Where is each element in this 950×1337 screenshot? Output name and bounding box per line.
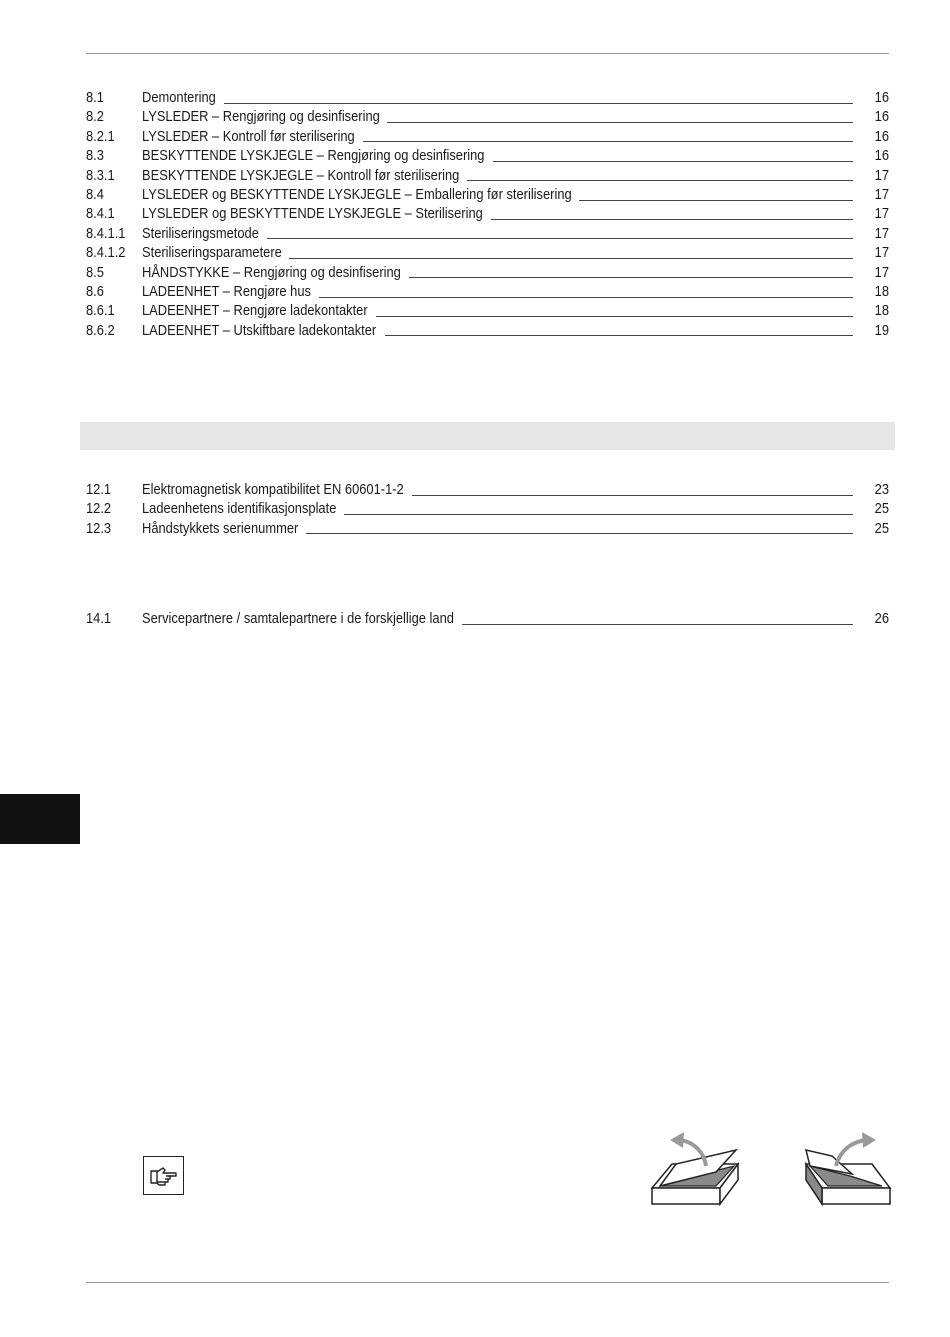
toc-entry-number: 12.2 — [86, 500, 112, 518]
toc-entry-number: 8.3.1 — [86, 166, 115, 184]
toc-entry[interactable] — [86, 263, 889, 282]
toc-entry-leader — [142, 519, 853, 538]
toc-entry-leader — [142, 321, 853, 340]
toc-entry-leader — [142, 282, 853, 301]
toc-entry-title: Elektromagnetisk kompatibilitet EN 60601-1-2 — [142, 481, 404, 498]
leader-line — [267, 238, 853, 239]
toc-entry-page: 25 — [874, 519, 889, 537]
toc-entry-number: 8.1 — [86, 89, 104, 106]
toc-entry[interactable] — [86, 127, 889, 146]
toc-entry-title: LYSLEDER og BESKYTTENDE LYSKJEGLE – Emballering før sterilisering — [142, 185, 572, 203]
toc-entry[interactable] — [86, 499, 889, 518]
toc-entry-page: 17 — [874, 205, 889, 223]
toc-entry[interactable] — [86, 166, 889, 185]
toc-entry[interactable] — [86, 301, 889, 320]
toc-entry-leader — [142, 166, 853, 185]
toc-entry-title: BESKYTTENDE LYSKJEGLE – Rengjøring og desinfisering — [142, 147, 485, 165]
toc-entry-number: 8.4.1 — [86, 205, 115, 223]
toc-entry[interactable] — [86, 480, 889, 499]
footer-rule — [86, 1282, 889, 1283]
toc-entry-title: Steriliseringsparametere — [142, 244, 282, 262]
toc-entry-number: 8.6.1 — [86, 302, 115, 320]
toc-entry-page: 18 — [874, 282, 889, 300]
toc-entry-title: HÅNDSTYKKE – Rengjøring og desinfisering — [142, 263, 401, 281]
toc-entry-leader — [142, 480, 853, 499]
toc-entry[interactable] — [86, 146, 889, 165]
toc-section-8 — [86, 88, 889, 340]
toc-entry-title: Ladeenhetens identifikasjonsplate — [142, 500, 337, 518]
toc-entry-number: 14.1 — [86, 610, 112, 627]
leader-line — [385, 335, 853, 336]
leader-line — [344, 514, 853, 515]
toc-entry-page: 17 — [874, 166, 889, 184]
toc-entry-number: 8.2.1 — [86, 127, 115, 145]
leader-line — [387, 122, 853, 123]
toc-entry-number: 12.3 — [86, 519, 112, 537]
package-open-left-icon — [650, 1130, 740, 1210]
toc-entry-title: LYSLEDER – Kontroll før sterilisering — [142, 127, 355, 145]
header-rule — [86, 53, 889, 54]
toc-entry[interactable] — [86, 185, 889, 204]
toc-entry-number: 8.5 — [86, 263, 104, 281]
toc-entry[interactable] — [86, 88, 889, 107]
toc-entry-title: LADEENHET – Rengjøre ladekontakter — [142, 302, 368, 320]
leader-line — [376, 316, 853, 317]
toc-entry-page: 17 — [874, 224, 889, 242]
toc-entry-leader — [142, 127, 853, 146]
toc-entry[interactable] — [86, 519, 889, 538]
toc-entry-page: 16 — [874, 147, 889, 165]
toc-entry-number: 8.2 — [86, 108, 104, 126]
chapter-band — [80, 422, 895, 450]
pointing-hand-icon — [143, 1156, 184, 1195]
toc-entry-number: 8.3 — [86, 147, 104, 165]
toc-entry-title: LADEENHET – Utskiftbare ladekontakter — [142, 321, 377, 339]
toc-entry-number: 8.4.1.1 — [86, 224, 126, 242]
toc-entry-title: LYSLEDER og BESKYTTENDE LYSKJEGLE – Sterilisering — [142, 205, 483, 223]
toc-entry-leader — [142, 224, 853, 243]
toc-entry-page: 23 — [874, 481, 889, 498]
toc-entry-title: LYSLEDER – Rengjøring og desinfisering — [142, 108, 380, 126]
toc-entry-leader — [142, 185, 853, 204]
toc-entry-page: 18 — [874, 302, 889, 320]
toc-entry[interactable] — [86, 609, 889, 628]
toc-entry[interactable] — [86, 282, 889, 301]
toc-entry-title: BESKYTTENDE LYSKJEGLE – Kontroll før sterilisering — [142, 166, 460, 184]
toc-entry-page: 17 — [874, 185, 889, 203]
leader-line — [319, 297, 853, 298]
toc-entry-number: 8.4.1.2 — [86, 244, 126, 262]
leader-line — [491, 219, 853, 220]
leader-line — [493, 161, 853, 162]
leader-line — [306, 533, 853, 534]
toc-entry-number: 8.6 — [86, 282, 104, 300]
toc-entry[interactable] — [86, 243, 889, 262]
toc-section-12 — [86, 480, 889, 538]
toc-entry-leader — [142, 88, 853, 107]
leader-line — [289, 258, 853, 259]
toc-entry-number: 12.1 — [86, 481, 112, 498]
toc-entry-page: 25 — [874, 500, 889, 518]
toc-entry[interactable] — [86, 224, 889, 243]
toc-entry-page: 16 — [874, 89, 889, 106]
toc-entry-leader — [142, 301, 853, 320]
toc-entry-title: Servicepartnere / samtalepartnere i de forskjellige land — [142, 610, 454, 627]
toc-entry-page: 17 — [874, 263, 889, 281]
toc-entry-title: Demontering — [142, 89, 216, 106]
toc-entry-title: Steriliseringsmetode — [142, 224, 259, 242]
toc-entry[interactable] — [86, 321, 889, 340]
leader-line — [462, 624, 853, 625]
toc-entry-leader — [142, 204, 853, 223]
toc-entry-number: 8.4 — [86, 185, 104, 203]
toc-entry-leader — [142, 146, 853, 165]
toc-entry-number: 8.6.2 — [86, 321, 115, 339]
chapter-side-tab — [0, 794, 80, 844]
leader-line — [467, 180, 853, 181]
leader-line — [409, 277, 853, 278]
toc-entry-title: LADEENHET – Rengjøre hus — [142, 282, 311, 300]
toc-entry-page: 26 — [874, 610, 889, 627]
package-open-right-icon — [802, 1130, 892, 1210]
toc-entry[interactable] — [86, 204, 889, 223]
toc-entry-leader — [142, 107, 853, 126]
leader-line — [224, 103, 853, 104]
leader-line — [579, 200, 853, 201]
toc-entry-page: 17 — [874, 244, 889, 262]
toc-entry-leader — [142, 609, 853, 628]
toc-entry-leader — [142, 499, 853, 518]
toc-entry-leader — [142, 243, 853, 262]
leader-line — [363, 141, 853, 142]
toc-entry[interactable] — [86, 107, 889, 126]
toc-entry-page: 16 — [874, 127, 889, 145]
toc-entry-title: Håndstykkets serienummer — [142, 519, 299, 537]
toc-entry-page: 16 — [874, 108, 889, 126]
toc-entry-leader — [142, 263, 853, 282]
toc-section-14 — [86, 609, 889, 628]
toc-entry-page: 19 — [874, 321, 889, 339]
leader-line — [412, 495, 853, 496]
